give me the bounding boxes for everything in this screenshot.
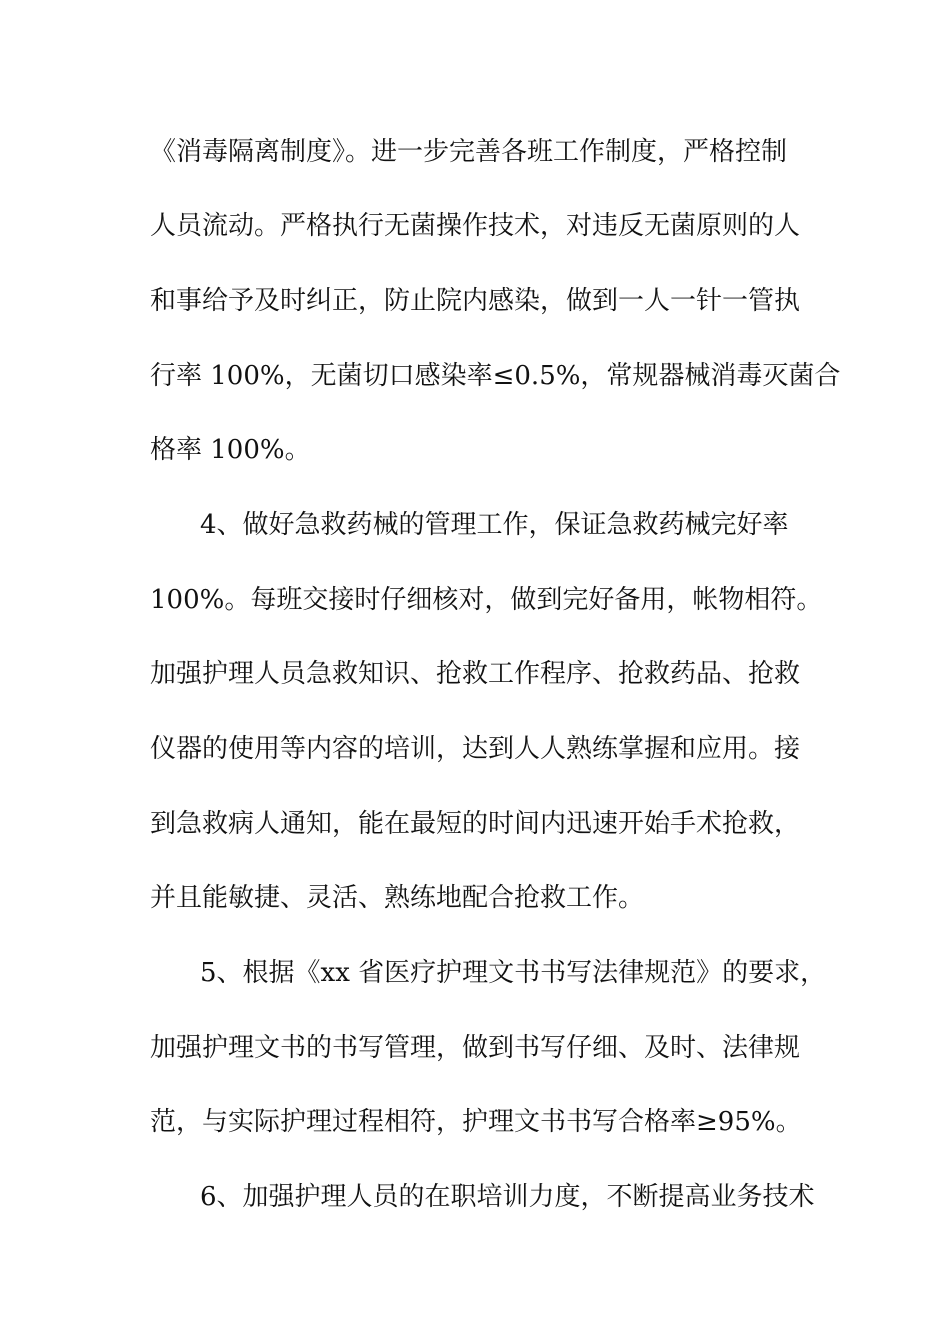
text-line-7: 100%。每班交接时仔细核对，做到完好备用，帐物相符。	[150, 585, 823, 615]
text-line-1: 《消毒隔离制度》。进一步完善各班工作制度，严格控制	[150, 137, 788, 167]
text-line-10: 到急救病人通知，能在最短的时间内迅速开始手术抢救，	[150, 809, 801, 839]
text-line-14: 范，与实际护理过程相符，护理文书书写合格率≥95%。	[150, 1107, 802, 1137]
text-line-13: 加强护理文书的书写管理，做到书写仔细、及时、法律规	[150, 1033, 801, 1063]
text-line-5: 格率 100%。	[150, 435, 311, 465]
text-line-9: 仪器的使用等内容的培训，达到人人熟练掌握和应用。接	[150, 734, 801, 764]
text-line-11: 并且能敏捷、灵活、熟练地配合抢救工作。	[150, 883, 645, 913]
paragraph-4-start: 4、做好急救药械的管理工作，保证急救药械完好率	[200, 510, 789, 540]
text-line-4: 行率 100%，无菌切口感染率≤0.5%，常规器械消毒灭菌合	[150, 361, 841, 391]
text-line-2: 人员流动。严格执行无菌操作技术，对违反无菌原则的人	[150, 211, 801, 241]
paragraph-5-start: 5、根据《xx 省医疗护理文书书写法律规范》的要求，	[200, 958, 827, 988]
text-line-8: 加强护理人员急救知识、抢救工作程序、抢救药品、抢救	[150, 659, 801, 689]
paragraph-6-start: 6、加强护理人员的在职培训力度，不断提高业务技术	[200, 1182, 815, 1212]
text-line-3: 和事给予及时纠正，防止院内感染，做到一人一针一管执	[150, 286, 801, 316]
